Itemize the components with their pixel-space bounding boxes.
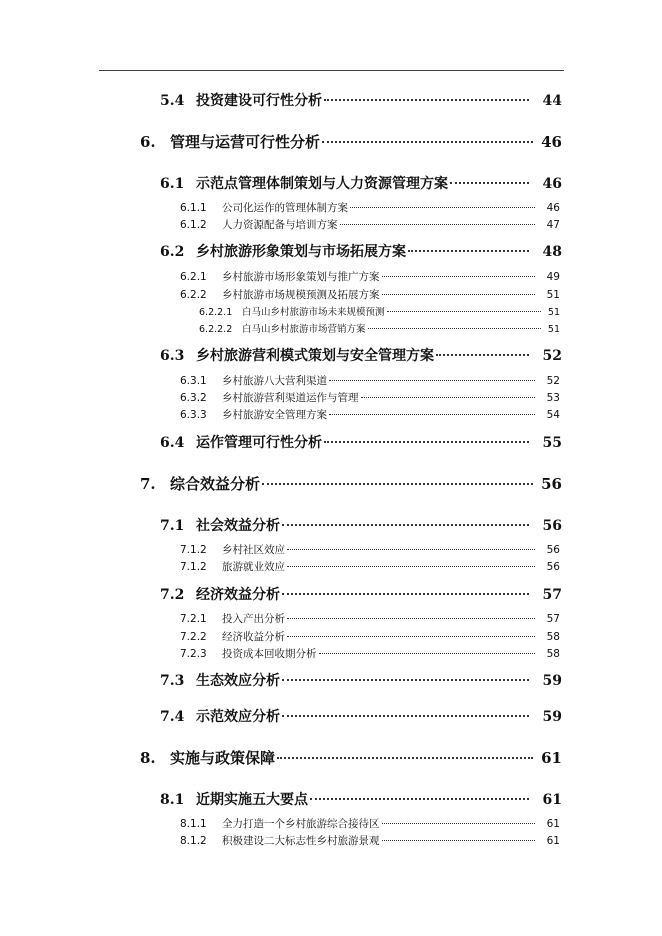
toc-page: 52 bbox=[542, 348, 562, 364]
dot-leader bbox=[324, 440, 529, 443]
toc-number: 6.2.2 bbox=[180, 289, 207, 301]
toc-entry-7-1[interactable] bbox=[160, 515, 562, 535]
dot-leader bbox=[322, 140, 533, 143]
dot-leader bbox=[368, 327, 541, 329]
toc-number: 8.1.2 bbox=[180, 835, 207, 847]
toc-page: 61 bbox=[546, 818, 560, 830]
toc-number: 6. bbox=[140, 133, 156, 151]
toc-page: 49 bbox=[546, 271, 560, 283]
toc-title: 白马山乡村旅游市场未来规模预测 bbox=[242, 307, 385, 318]
toc-entry-7[interactable] bbox=[140, 473, 562, 494]
toc-entry-6-3[interactable] bbox=[160, 345, 562, 365]
toc-number: 7.2.3 bbox=[180, 648, 207, 660]
dot-leader bbox=[287, 548, 535, 550]
toc-title: 乡村旅游市场规模预测及拓展方案 bbox=[222, 289, 380, 301]
toc-entry-7-3[interactable] bbox=[160, 670, 562, 690]
toc-entry-6-4[interactable] bbox=[160, 432, 562, 452]
dot-leader bbox=[408, 249, 529, 252]
toc-title: 乡村旅游市场形象策划与推广方案 bbox=[222, 271, 380, 283]
toc-page: 59 bbox=[542, 673, 562, 689]
toc-title: 示范点管理体制策划与人力资源管理方案 bbox=[196, 176, 448, 192]
toc-entry-6-3-1[interactable] bbox=[180, 373, 560, 388]
toc-entry-7-2-1[interactable] bbox=[180, 611, 560, 626]
toc-entry-8-1-2[interactable] bbox=[180, 833, 560, 848]
toc-entry-7-2-3[interactable] bbox=[180, 646, 560, 661]
dot-leader bbox=[382, 275, 536, 277]
toc-title: 乡村旅游营利模式策划与安全管理方案 bbox=[196, 348, 434, 364]
toc-page: 55 bbox=[542, 435, 562, 451]
dot-leader bbox=[324, 98, 529, 101]
toc-page: 56 bbox=[546, 544, 560, 556]
toc-entry-7-2[interactable] bbox=[160, 584, 562, 604]
toc-title: 积极建设二大标志性乡村旅游景观 bbox=[222, 835, 380, 847]
dot-leader bbox=[287, 635, 535, 637]
dot-leader bbox=[350, 206, 535, 208]
toc-page: 56 bbox=[542, 518, 562, 534]
toc-number: 6.3.3 bbox=[180, 409, 207, 421]
toc-title: 乡村旅游八大营利渠道 bbox=[222, 375, 327, 387]
toc-page: 46 bbox=[541, 133, 562, 151]
toc-number: 8. bbox=[140, 749, 156, 767]
toc-page: 61 bbox=[542, 792, 562, 808]
toc-page: 47 bbox=[546, 219, 560, 231]
toc-entry-5-4[interactable] bbox=[160, 90, 562, 110]
toc-title: 全力打造一个乡村旅游综合接待区 bbox=[222, 818, 380, 830]
toc-entry-6-1[interactable] bbox=[160, 173, 562, 193]
dot-leader bbox=[282, 678, 529, 681]
toc-number: 5.4 bbox=[160, 93, 185, 109]
toc-page: 54 bbox=[546, 409, 560, 421]
toc-entry-6-2-2-2[interactable] bbox=[199, 321, 560, 335]
toc-number: 8.1 bbox=[160, 792, 185, 808]
toc-title: 经济效益分析 bbox=[196, 587, 280, 603]
toc-page: 46 bbox=[546, 202, 560, 214]
toc-entry-6-1-1[interactable] bbox=[180, 200, 560, 215]
toc-entry-6-1-2[interactable] bbox=[180, 217, 560, 232]
toc-title: 乡村旅游安全管理方案 bbox=[222, 409, 327, 421]
toc-number: 6.2.1 bbox=[180, 271, 207, 283]
toc-title: 投资建设可行性分析 bbox=[196, 93, 322, 109]
toc-title: 运作管理可行性分析 bbox=[196, 435, 322, 451]
toc-number: 7. bbox=[140, 475, 156, 493]
toc-title: 乡村旅游营利渠道运作与管理 bbox=[222, 392, 359, 404]
toc-page: 57 bbox=[542, 587, 562, 603]
dot-leader bbox=[287, 565, 535, 567]
toc-number: 6.3.2 bbox=[180, 392, 207, 404]
dot-leader bbox=[450, 181, 529, 184]
toc-title: 白马山乡村旅游市场营销方案 bbox=[242, 324, 366, 335]
toc-title: 投入产出分析 bbox=[222, 613, 285, 625]
toc-entry-6-3-3[interactable] bbox=[180, 407, 560, 422]
toc-title: 近期实施五大要点 bbox=[196, 792, 308, 808]
toc-page: 51 bbox=[547, 307, 560, 318]
toc-number: 8.1.1 bbox=[180, 818, 207, 830]
toc-page: 48 bbox=[542, 244, 562, 260]
toc-entry-6[interactable] bbox=[140, 131, 562, 152]
toc-page: 51 bbox=[547, 324, 560, 335]
toc-page: 51 bbox=[546, 289, 560, 301]
toc-number: 7.2.1 bbox=[180, 613, 207, 625]
dot-leader bbox=[287, 617, 535, 619]
toc-title: 社会效益分析 bbox=[196, 518, 280, 534]
toc-number: 7.1.2 bbox=[180, 544, 207, 556]
toc-number: 6.4 bbox=[160, 435, 185, 451]
dot-leader bbox=[282, 592, 529, 595]
toc-title: 乡村社区效应 bbox=[222, 544, 285, 556]
toc-number: 6.2.2.1 bbox=[199, 307, 233, 318]
toc-number: 7.1.2 bbox=[180, 561, 207, 573]
toc-title: 生态效应分析 bbox=[196, 673, 280, 689]
toc-number: 6.2.2.2 bbox=[199, 324, 233, 335]
toc-title: 综合效益分析 bbox=[170, 475, 261, 493]
toc-entry-6-2-2-1[interactable] bbox=[199, 304, 560, 318]
toc-entry-8-1[interactable] bbox=[160, 789, 562, 809]
toc-entry-6-2[interactable] bbox=[160, 241, 562, 261]
toc-title: 示范效应分析 bbox=[196, 709, 280, 725]
toc-number: 6.3 bbox=[160, 348, 185, 364]
dot-leader bbox=[282, 523, 529, 526]
toc-number: 7.2.2 bbox=[180, 631, 207, 643]
dot-leader bbox=[382, 839, 536, 841]
dot-leader bbox=[329, 379, 535, 381]
toc-number: 6.2 bbox=[160, 244, 185, 260]
toc-entry-6-3-2[interactable] bbox=[180, 390, 560, 405]
toc-title: 经济收益分析 bbox=[222, 631, 285, 643]
dot-leader bbox=[340, 223, 536, 225]
toc-page: 44 bbox=[542, 93, 562, 109]
toc-number: 6.1.2 bbox=[180, 219, 207, 231]
toc-entry-8[interactable] bbox=[140, 747, 562, 768]
toc-entry-7-2-2[interactable] bbox=[180, 629, 560, 644]
toc-page: 56 bbox=[546, 561, 560, 573]
toc-number: 6.1.1 bbox=[180, 202, 207, 214]
toc-number: 7.2 bbox=[160, 587, 185, 603]
toc-page: 46 bbox=[542, 176, 562, 192]
toc-number: 7.1 bbox=[160, 518, 185, 534]
toc-number: 7.3 bbox=[160, 673, 185, 689]
toc-title: 公司化运作的管理体制方案 bbox=[222, 202, 348, 214]
toc-page: 52 bbox=[546, 375, 560, 387]
dot-leader bbox=[277, 756, 533, 759]
toc-page: 58 bbox=[546, 631, 560, 643]
toc-title: 投资成本回收期分析 bbox=[222, 648, 317, 660]
toc-page: 61 bbox=[546, 835, 560, 847]
dot-leader bbox=[387, 310, 541, 312]
toc-entry-7-1-2a[interactable] bbox=[180, 542, 560, 557]
dot-leader bbox=[361, 396, 536, 398]
toc-number: 7.4 bbox=[160, 709, 185, 725]
toc-page: 58 bbox=[546, 648, 560, 660]
dot-leader bbox=[282, 714, 529, 717]
toc-title: 乡村旅游形象策划与市场拓展方案 bbox=[196, 244, 406, 260]
dot-leader bbox=[436, 353, 529, 356]
toc-page: 59 bbox=[542, 709, 562, 725]
toc-title: 管理与运营可行性分析 bbox=[170, 133, 321, 151]
toc-number: 6.3.1 bbox=[180, 375, 207, 387]
dot-leader bbox=[319, 652, 536, 654]
toc-title: 人力资源配备与培训方案 bbox=[222, 219, 338, 231]
toc-entry-7-4[interactable] bbox=[160, 706, 562, 726]
toc-entry-8-1-1[interactable] bbox=[180, 816, 560, 831]
toc-entry-6-2-2[interactable] bbox=[180, 287, 560, 302]
toc-number: 6.1 bbox=[160, 176, 185, 192]
toc-page: 56 bbox=[541, 475, 562, 493]
toc-entry-6-2-1[interactable] bbox=[180, 269, 560, 284]
toc-title: 实施与政策保障 bbox=[170, 749, 276, 767]
dot-leader bbox=[310, 797, 529, 800]
dot-leader bbox=[262, 482, 533, 485]
toc-entry-7-1-2b[interactable] bbox=[180, 559, 560, 574]
toc-page: 57 bbox=[546, 613, 560, 625]
toc-title: 旅游就业效应 bbox=[222, 561, 285, 573]
toc-page: 61 bbox=[541, 749, 562, 767]
dot-leader bbox=[382, 293, 536, 295]
dot-leader bbox=[382, 822, 536, 824]
toc-page: 53 bbox=[546, 392, 560, 404]
dot-leader bbox=[329, 413, 535, 415]
